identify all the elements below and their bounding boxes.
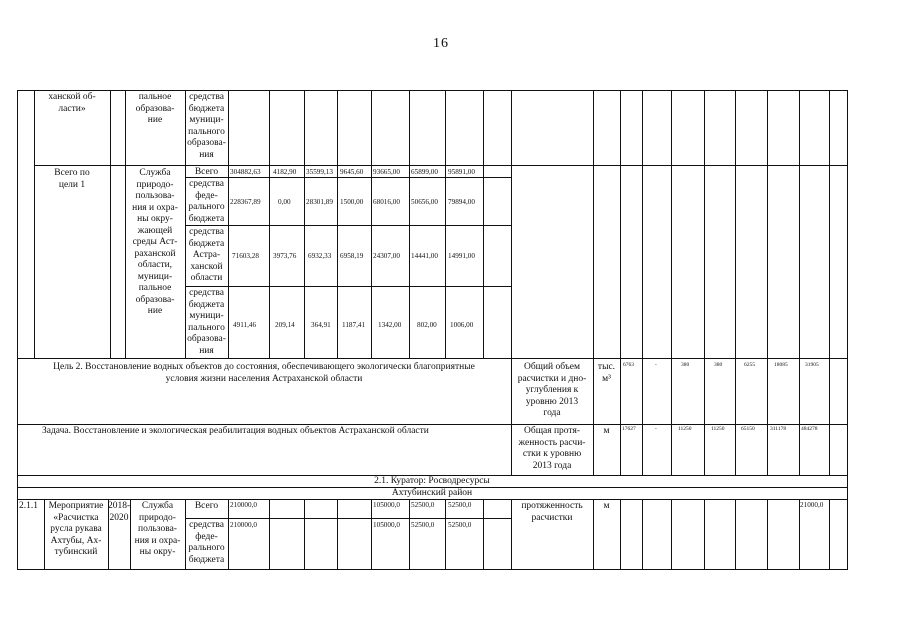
table-rule: [829, 499, 830, 569]
table-rule: [228, 499, 229, 569]
task-value: -: [655, 426, 657, 432]
table-rule: [269, 499, 270, 569]
table-rule: [799, 90, 800, 475]
value-cell: 52500,0: [411, 501, 435, 509]
task-value: 484278: [801, 426, 818, 432]
table-rule: [847, 90, 848, 570]
source-total-label: Всего: [194, 501, 219, 511]
table-rule: [17, 424, 847, 425]
table-rule: [185, 286, 511, 287]
value-cell: 1006,00: [450, 321, 474, 329]
table-rule: [185, 518, 511, 519]
goal-2-value: 18085: [774, 362, 788, 368]
table-rule: [304, 499, 305, 569]
table-rule: [34, 90, 35, 358]
table-rule: [445, 499, 446, 569]
page-number: 16: [433, 36, 449, 51]
goal-2-value: 31905: [805, 362, 819, 368]
table-rule: [642, 90, 643, 475]
value-cell: 52500,0: [448, 501, 472, 509]
value-cell: 304882,63: [230, 168, 261, 176]
task-value: 17627: [622, 426, 636, 432]
total-goal-cell: Всего по цели 1: [54, 168, 90, 190]
table-rule: [704, 499, 705, 569]
task-indicator: Общая протя- женность расчи- стки к уровню 2013 года: [518, 426, 586, 471]
value-cell: 364,91: [311, 321, 331, 329]
value-cell: 1187,41: [342, 321, 366, 329]
prev-goal-cell: ханской об- ласти»: [48, 92, 96, 114]
value-cell: 4911,46: [233, 321, 257, 329]
measure-indicator: протяженность расчистки: [521, 501, 583, 523]
table-rule: [337, 90, 338, 358]
value-cell: 14991,00: [448, 252, 475, 260]
value-cell: 228367,89: [230, 198, 261, 206]
table-rule: [483, 499, 484, 569]
table-rule: [620, 90, 621, 475]
table-rule: [593, 90, 594, 475]
goal-2-text: Цель 2. Восстановление водных объектов до состояния, обеспечивающего экологически благоприятные условия жизни населения Астраханской области: [53, 362, 475, 384]
value-cell: 210000,0: [230, 521, 257, 529]
value-cell: 28301,89: [306, 198, 333, 206]
table-rule: [620, 499, 621, 569]
prev-source-cell: средства бюджета муници- пального образова- ния: [187, 92, 226, 160]
table-rule: [110, 90, 111, 358]
value-cell: 6932,33: [308, 252, 332, 260]
table-rule: [17, 358, 847, 359]
goal-2-value: 6255: [744, 362, 755, 368]
table-rule: [337, 499, 338, 569]
budget-table: [17, 90, 847, 570]
table-rule: [269, 90, 270, 358]
table-rule: [767, 90, 768, 475]
measure-unit: м: [603, 501, 610, 511]
value-cell: 14441,00: [411, 252, 438, 260]
goal-2-value: 380: [714, 362, 723, 368]
value-cell: 9645,60: [340, 168, 364, 176]
goal-2-unit: тыс. м³: [597, 362, 616, 384]
value-cell: 1342,00: [378, 321, 402, 329]
row-number: 2.1.1: [19, 501, 38, 511]
source-fed-label: средства феде- рального бюджета: [188, 520, 225, 565]
measure-target: 21000,0: [800, 501, 824, 509]
table-rule: [185, 177, 511, 178]
district-title: Ахтубинский район: [391, 488, 473, 498]
goal-2-indicator: Общий объем расчистки и дно- углубления к уровню 2013 года: [517, 362, 587, 418]
value-cell: 65899,00: [411, 168, 438, 176]
value-cell: 24307,00: [373, 252, 400, 260]
table-rule: [445, 90, 446, 358]
table-rule: [704, 90, 705, 475]
measure-years: 2018- 2020: [108, 501, 131, 523]
table-rule: [34, 165, 847, 166]
table-rule: [17, 569, 847, 570]
value-cell: 210000,0: [230, 501, 257, 509]
goal-2-value: -: [655, 362, 657, 368]
task-value: 11250: [678, 426, 692, 432]
value-cell: 105000,0: [373, 501, 400, 509]
value-cell: 50656,00: [411, 198, 438, 206]
table-rule: [185, 225, 511, 226]
table-rule: [371, 499, 372, 569]
goal-2-value: 380: [681, 362, 690, 368]
measure-name: Мероприятие «Расчистка русла рукава Ахтубы, Ах- тубинский: [48, 501, 104, 557]
total-executor-cell: Служба природо- пользова- ния и охра- ны окру- жающей среды Аст- раханской области, муници- пальное образова- ние: [132, 168, 178, 316]
table-rule: [642, 499, 643, 569]
value-cell: 52500,0: [448, 521, 472, 529]
value-cell: 3973,76: [273, 252, 297, 260]
value-cell: 95891,00: [448, 168, 475, 176]
table-rule: [371, 90, 372, 358]
table-rule: [735, 90, 736, 475]
value-cell: 71603,28: [232, 252, 259, 260]
value-cell: 6958,19: [340, 252, 364, 260]
table-rule: [829, 90, 830, 475]
table-rule: [735, 499, 736, 569]
table-rule: [767, 499, 768, 569]
value-cell: 209,14: [275, 321, 295, 329]
value-cell: 68016,00: [373, 198, 400, 206]
value-cell: 105000,0: [373, 521, 400, 529]
source-label: Всего: [194, 167, 219, 177]
section-title: 2.1. Куратор: Росводресурсы: [374, 476, 490, 486]
measure-executor: Служба природо- пользова- ния и охра- ны окру-: [134, 501, 181, 557]
prev-executor-cell: пальное образова- ние: [135, 92, 175, 125]
table-rule: [511, 90, 512, 358]
table-rule: [228, 90, 229, 358]
value-cell: 52500,0: [411, 521, 435, 529]
table-rule: [304, 90, 305, 358]
value-cell: 35599,13: [306, 168, 333, 176]
table-rule: [671, 499, 672, 569]
task-value: 311178: [770, 426, 787, 432]
value-cell: 1500,00: [340, 198, 364, 206]
task-text: Задача. Восстановление и экологическая реабилитация водных объектов Астраханской области: [42, 426, 429, 436]
table-rule: [483, 90, 484, 358]
value-cell: 0,00: [278, 198, 291, 206]
value-cell: 4182,90: [273, 168, 297, 176]
task-value: 65150: [741, 426, 755, 432]
value-cell: 93665,00: [373, 168, 400, 176]
source-label: средства феде- рального бюджета: [188, 179, 225, 224]
source-label: средства бюджета муници- пального образова- ния: [187, 288, 226, 356]
table-rule: [409, 90, 410, 358]
value-cell: 79894,00: [448, 198, 475, 206]
value-cell: 802,00: [417, 321, 437, 329]
task-unit: м: [603, 426, 610, 436]
task-value: 11250: [711, 426, 725, 432]
table-rule: [671, 90, 672, 475]
source-label: средства бюджета Астра- ханской области: [188, 227, 225, 283]
goal-2-value: 6763: [623, 362, 634, 368]
table-rule: [409, 499, 410, 569]
table-rule: [17, 90, 847, 91]
